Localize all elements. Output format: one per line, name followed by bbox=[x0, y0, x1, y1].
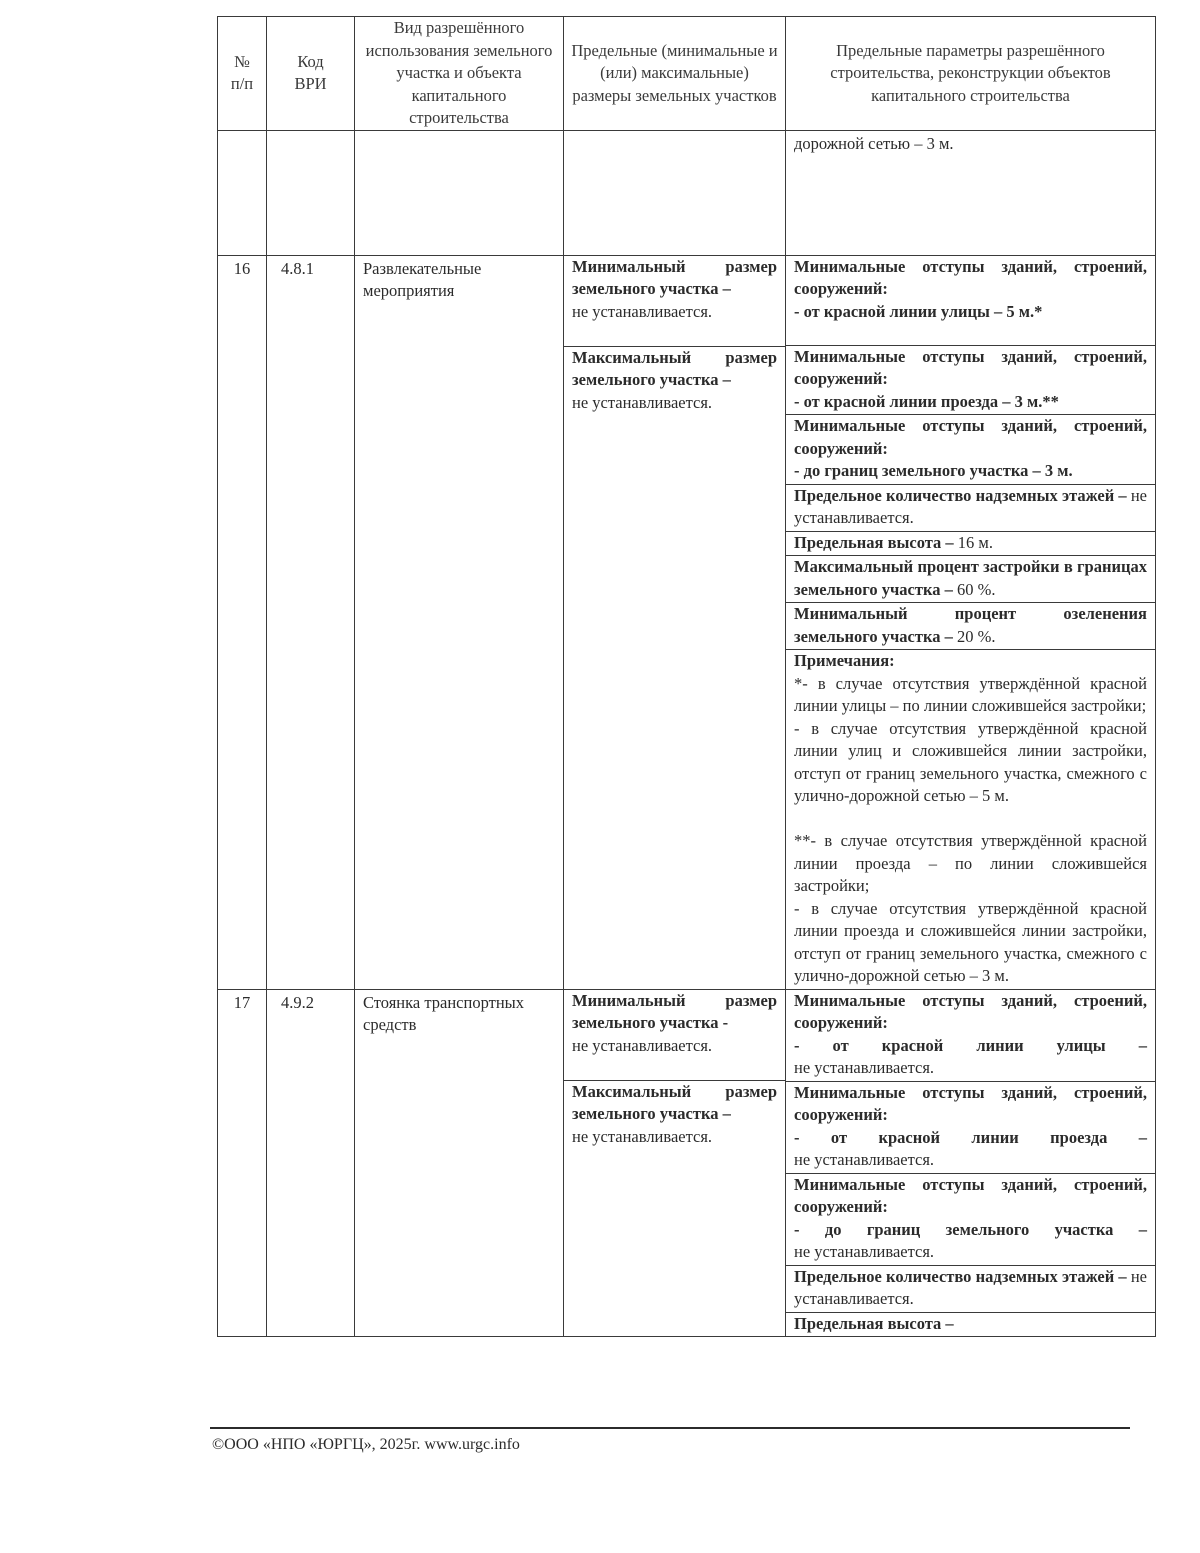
header-plot-sizes: Предельные (минимальные и (или) максимальные) размеры земельных участков bbox=[564, 17, 786, 131]
param-label: Предельное количество надземных этажей – bbox=[794, 485, 1127, 505]
param-label: Предельное количество надземных этажей – bbox=[794, 1266, 1127, 1286]
param-value: - от красной линии проезда – bbox=[794, 1127, 1147, 1147]
param-label: Предельная высота – bbox=[794, 532, 954, 552]
notes-block bbox=[786, 650, 1155, 989]
param-block bbox=[786, 556, 1155, 603]
param-value: - от красной линии улицы – 5 м.* bbox=[794, 301, 1043, 321]
param-value: не устанавливается. bbox=[794, 1058, 935, 1077]
table-row-continuation bbox=[218, 130, 1156, 255]
param-value: - до границ земельного участка – bbox=[794, 1219, 1147, 1239]
param-block bbox=[786, 256, 1155, 346]
row-plot-sizes bbox=[564, 255, 786, 989]
min-size-label: Минимальный размер земельного участка – bbox=[572, 256, 777, 298]
row-use-name: Развлекательные мероприятия bbox=[355, 255, 564, 989]
regulations-table bbox=[217, 16, 1156, 1337]
header-number: № п/п bbox=[218, 17, 267, 131]
param-value: не устанавливается. bbox=[794, 1150, 935, 1169]
param-block bbox=[786, 1082, 1155, 1174]
min-size-label: Минимальный размер земельного участка - bbox=[572, 990, 777, 1032]
header-build-params: Предельные параметры разрешённого строительства, реконструкции объектов капитального строительства bbox=[786, 17, 1156, 131]
param-label: Минимальные отступы зданий, строений, сооружений: bbox=[794, 990, 1147, 1032]
param-block bbox=[786, 1266, 1155, 1313]
max-size-block bbox=[564, 347, 785, 417]
note-text: **- в случае отсутствия утверждённой красной линии проезда – по линии сложившейся застройки; bbox=[794, 831, 1147, 895]
cell-empty bbox=[218, 130, 267, 255]
header-use-type: Вид разрешённого использования земельного участка и объекта капитального строительства bbox=[355, 17, 564, 131]
table-header-row bbox=[218, 17, 1156, 131]
param-block bbox=[786, 1313, 1155, 1337]
cell-continued-params: дорожной сетью – 3 м. bbox=[786, 130, 1156, 255]
param-label: Минимальные отступы зданий, строений, сооружений: bbox=[794, 1174, 1147, 1216]
row-build-params bbox=[786, 989, 1156, 1337]
note-text: *- в случае отсутствия утверждённой красной линии улицы – по линии сложившейся застройки; bbox=[794, 673, 1147, 715]
row-number: 17 bbox=[218, 989, 267, 1337]
row-code: 4.9.2 bbox=[267, 989, 355, 1337]
param-value: 60 %. bbox=[952, 579, 996, 599]
param-value: не устанавливается. bbox=[794, 485, 1147, 527]
param-block bbox=[786, 990, 1155, 1082]
max-size-label: Максимальный размер земельного участка – bbox=[572, 1081, 777, 1123]
min-size-value: не устанавливается. bbox=[572, 301, 713, 321]
row-number: 16 bbox=[218, 255, 267, 989]
min-size-block bbox=[564, 990, 785, 1081]
param-label: Минимальные отступы зданий, строений, сооружений: bbox=[794, 1082, 1147, 1124]
note-text: - в случае отсутствия утверждённой красной линии проезда и сложившейся линии застройки, отступ от границ земельного участка, смежного с улично-дорожной сетью – 3 м. bbox=[794, 898, 1147, 985]
max-size-value: не устанавливается. bbox=[572, 1126, 713, 1146]
note-text: - в случае отсутствия утверждённой красной линии улиц и сложившейся линии застройки, отступ от границ земельного участка, смежного с улично-дорожной сетью – 5 м. bbox=[794, 718, 1147, 805]
row-code: 4.8.1 bbox=[267, 255, 355, 989]
param-label: Минимальные отступы зданий, строений, сооружений: bbox=[794, 346, 1147, 388]
param-block bbox=[786, 415, 1155, 485]
header-code: Код ВРИ bbox=[267, 17, 355, 131]
notes-title: Примечания: bbox=[794, 651, 895, 670]
param-value: - до границ земельного участка – 3 м. bbox=[794, 461, 1073, 480]
param-value: не устанавливается. bbox=[794, 1242, 935, 1261]
param-value: - от красной линии улицы – bbox=[794, 1035, 1147, 1055]
table-row bbox=[218, 989, 1156, 1337]
param-value: 20 %. bbox=[952, 626, 996, 646]
max-size-label: Максимальный размер земельного участка – bbox=[572, 347, 777, 389]
note-spacer bbox=[794, 808, 1147, 831]
row-build-params bbox=[786, 255, 1156, 989]
cell-empty bbox=[355, 130, 564, 255]
param-block bbox=[786, 1174, 1155, 1266]
cell-empty bbox=[564, 130, 786, 255]
param-block bbox=[786, 346, 1155, 416]
table-row bbox=[218, 255, 1156, 989]
min-size-block bbox=[564, 256, 785, 347]
param-label: Максимальный процент застройки в границах земельного участка – bbox=[794, 557, 1147, 599]
max-size-value: не устанавливается. bbox=[572, 392, 713, 412]
param-value: - от красной линии проезда – 3 м.** bbox=[794, 391, 1059, 411]
param-label: Минимальные отступы зданий, строений, сооружений: bbox=[794, 256, 1147, 298]
row-use-name: Стоянка транспортных средств bbox=[355, 989, 564, 1337]
param-block bbox=[786, 532, 1155, 557]
param-block bbox=[786, 603, 1155, 650]
param-label: Предельная высота – bbox=[794, 1313, 954, 1333]
footer-divider bbox=[210, 1427, 1130, 1429]
cell-empty bbox=[267, 130, 355, 255]
min-size-value: не устанавливается. bbox=[572, 1035, 713, 1055]
max-size-block bbox=[564, 1081, 785, 1151]
param-block bbox=[786, 485, 1155, 532]
param-label: Минимальный процент озеленения земельного участка – bbox=[794, 604, 1147, 646]
param-label: Минимальные отступы зданий, строений, сооружений: bbox=[794, 416, 1147, 458]
row-plot-sizes bbox=[564, 989, 786, 1337]
footer-copyright: ©ООО «НПО «ЮРГЦ», 2025г. www.urgc.info bbox=[212, 1436, 520, 1453]
param-value: не устанавливается. bbox=[794, 1266, 1147, 1308]
param-value: 16 м. bbox=[953, 532, 993, 552]
